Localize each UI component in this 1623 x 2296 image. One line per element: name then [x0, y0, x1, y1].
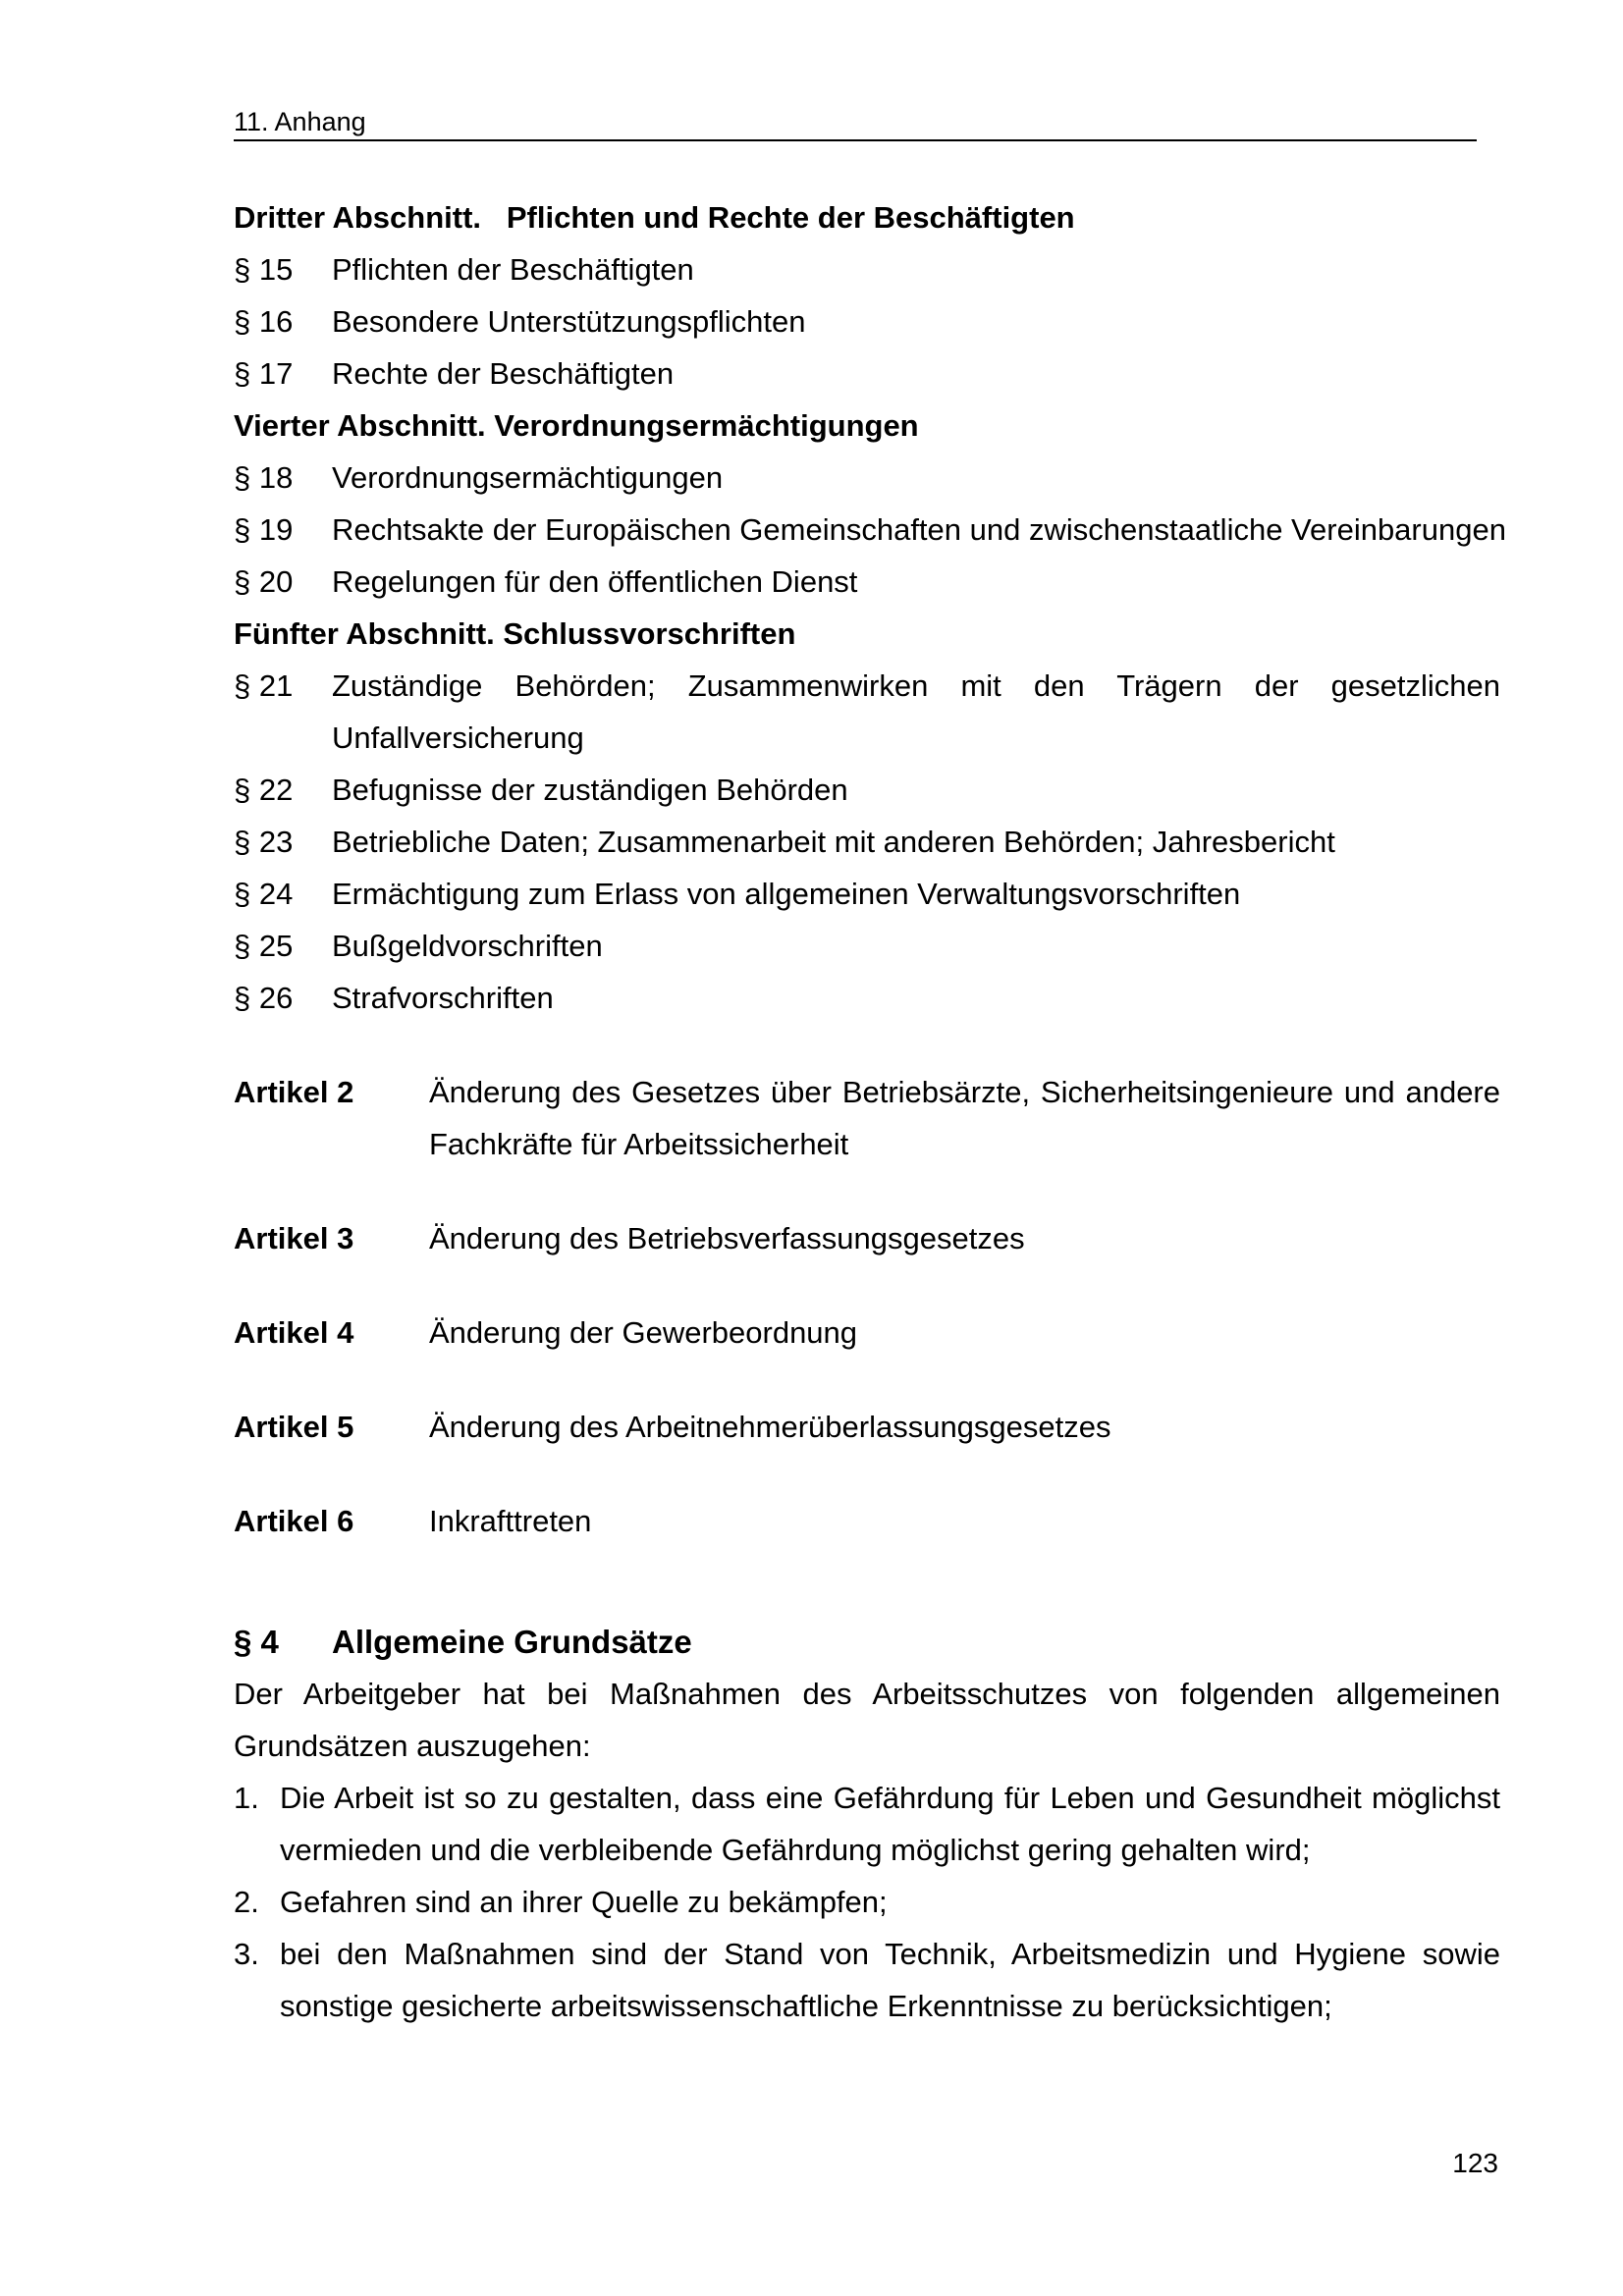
toc-row: [234, 660, 1500, 764]
paragraph-4-number: § 4: [234, 1624, 279, 1660]
toc-number: § 19: [234, 512, 294, 547]
article-label: Artikel 4: [234, 1315, 354, 1350]
list-text: bei den Maßnahmen sind der Stand von Technik, Arbeitsmedizin und Hygiene sowie sonstige gesicherte arbeitswissenschaftliche Erkenntnisse zu berücksichtigen;: [280, 1937, 1500, 2023]
running-header: [234, 108, 1477, 141]
article-text: Änderung der Gewerbeordnung: [429, 1315, 858, 1350]
toc-number: § 24: [234, 877, 294, 911]
toc-number: § 26: [234, 981, 294, 1015]
toc-row: [234, 243, 1500, 295]
toc-text: Ermächtigung zum Erlass von allgemeinen Verwaltungsvorschriften: [332, 877, 1241, 911]
list-number: 1.: [234, 1781, 259, 1815]
toc-text: Zuständige Behörden; Zusammenwirken mit den Trägern der gesetzlichen Unfallversicherung: [332, 668, 1500, 755]
toc-text: Pflichten der Beschäftigten: [332, 252, 694, 287]
article-label: Artikel 3: [234, 1221, 354, 1255]
list-number: 2.: [234, 1885, 259, 1919]
article-label: Artikel 6: [234, 1504, 354, 1538]
article-label: Artikel 5: [234, 1410, 354, 1444]
list-item: [234, 1876, 1500, 1928]
section-heading-5: Fünfter Abschnitt. Schlussvorschriften: [234, 616, 796, 651]
toc-text: Betriebliche Daten; Zusammenarbeit mit anderen Behörden; Jahresbericht: [332, 825, 1335, 859]
toc-text: Besondere Unterstützungspflichten: [332, 304, 806, 339]
paragraph-4-title: Allgemeine Grundsätze: [332, 1624, 692, 1660]
list-text: Die Arbeit ist so zu gestalten, dass eine Gefährdung für Leben und Gesundheit möglichst vermieden und die verbleibende Gefährdung möglichst gering gehalten wird;: [280, 1781, 1500, 1867]
article-row: [234, 1401, 1500, 1453]
page-number: 123: [1452, 2148, 1498, 2178]
toc-row: [234, 295, 1500, 347]
toc-number: § 22: [234, 773, 294, 807]
toc-row: [234, 816, 1500, 868]
toc-row: [234, 920, 1500, 972]
toc-text: Strafvorschriften: [332, 981, 554, 1015]
toc-number: § 15: [234, 252, 294, 287]
list-number: 3.: [234, 1937, 259, 1971]
toc-number: § 17: [234, 356, 294, 391]
article-text: Änderung des Gesetzes über Betriebsärzte, Sicherheitsingenieure und andere Fachkräfte für Arbeitssicherheit: [429, 1075, 1500, 1161]
toc-text: Rechtsakte der Europäischen Gemeinschaften und zwischenstaatliche Vereinbarungen: [332, 512, 1506, 547]
article-row: [234, 1495, 1500, 1547]
list-item: [234, 1772, 1500, 1876]
toc-number: § 25: [234, 929, 294, 963]
toc-text: Regelungen für den öffentlichen Dienst: [332, 564, 858, 599]
toc-row: [234, 347, 1500, 400]
toc-row: [234, 452, 1500, 504]
article-row: [234, 1066, 1500, 1170]
toc-row: [234, 504, 1506, 556]
toc-row: [234, 764, 1500, 816]
toc-text: Verordnungsermächtigungen: [332, 460, 724, 495]
article-text: Änderung des Betriebsverfassungsgesetzes: [429, 1221, 1025, 1255]
toc-row: [234, 972, 1500, 1024]
toc-row: [234, 556, 1500, 608]
toc-row: [234, 868, 1500, 920]
article-label: Artikel 2: [234, 1075, 354, 1109]
article-list: [234, 1066, 1500, 1547]
header-title: 11. Anhang: [234, 107, 366, 136]
toc-number: § 23: [234, 825, 294, 859]
toc-number: § 21: [234, 668, 294, 703]
toc-text: Bußgeldvorschriften: [332, 929, 603, 963]
paragraph-4-heading: [234, 1616, 1500, 1668]
page-body: [234, 191, 1506, 2032]
article-text: Inkrafttreten: [429, 1504, 592, 1538]
toc-number: § 16: [234, 304, 294, 339]
toc-number: § 20: [234, 564, 294, 599]
section-heading-4: Vierter Abschnitt. Verordnungsermächtigungen: [234, 408, 919, 443]
list-text: Gefahren sind an ihrer Quelle zu bekämpfen;: [280, 1885, 888, 1919]
toc-number: § 18: [234, 460, 294, 495]
toc-text: Befugnisse der zuständigen Behörden: [332, 773, 848, 807]
toc-text: Rechte der Beschäftigten: [332, 356, 675, 391]
article-text: Änderung des Arbeitnehmerüberlassungsgesetzes: [429, 1410, 1111, 1444]
article-row: [234, 1212, 1500, 1264]
paragraph-4-intro: Der Arbeitgeber hat bei Maßnahmen des Arbeitsschutzes von folgenden allgemeinen Grundsätzen auszugehen:: [234, 1677, 1500, 1763]
section-heading-3: Dritter Abschnitt. Pflichten und Rechte der Beschäftigten: [234, 200, 1075, 235]
list-item: [234, 1928, 1500, 2032]
article-row: [234, 1307, 1500, 1359]
